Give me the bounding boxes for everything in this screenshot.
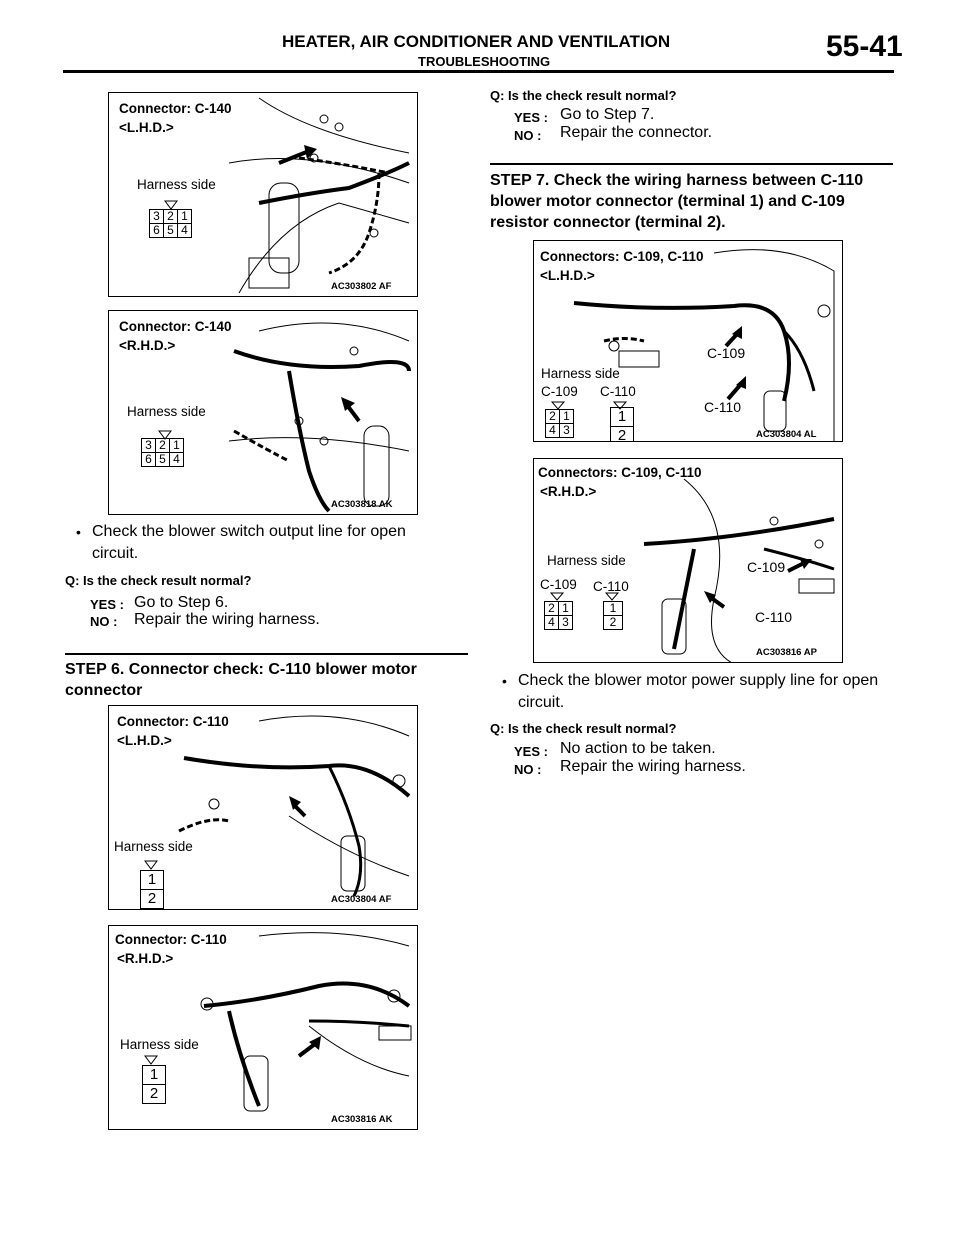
drive-side-label: <R.H.D.> bbox=[119, 338, 176, 353]
figure-code: AC303816 AP bbox=[756, 647, 817, 658]
yes-key-1: YES : bbox=[90, 597, 124, 612]
yes-answer-2: No action to be taken. bbox=[560, 740, 716, 757]
no-key-top: NO : bbox=[514, 128, 542, 143]
divider-rule bbox=[65, 653, 468, 655]
connector-label: Connectors: C-109, C-110 bbox=[538, 465, 702, 480]
yes-key-top: YES : bbox=[514, 110, 548, 125]
drive-side-label: <L.H.D.> bbox=[540, 268, 595, 283]
figure-c109-c110-lhd bbox=[533, 240, 843, 442]
harness-side-label: Harness side bbox=[120, 1037, 199, 1052]
drive-side-label: <R.H.D.> bbox=[117, 951, 174, 966]
divider-rule bbox=[490, 163, 893, 165]
figure-code: AC303816 AK bbox=[331, 1114, 393, 1125]
callout-c109: C-109 bbox=[707, 345, 746, 361]
yes-key-2: YES : bbox=[514, 744, 548, 759]
step-7-heading: STEP 7. Check the wiring harness between C-110 blower motor connector (terminal 1) and C-109 resistor connector (terminal 2). bbox=[490, 172, 864, 231]
yes-answer-1: Go to Step 6. bbox=[134, 594, 229, 611]
no-key-2: NO : bbox=[514, 762, 542, 777]
harness-side-label: Harness side bbox=[547, 553, 626, 568]
callout-c110: C-110 bbox=[704, 399, 742, 415]
no-key-1: NO : bbox=[90, 614, 118, 629]
no-answer-top: Repair the connector. bbox=[560, 124, 713, 141]
pin-diagram-c110: 1 2 bbox=[603, 601, 623, 630]
figure-c110-lhd bbox=[108, 705, 418, 910]
bullet-icon: • bbox=[502, 673, 507, 689]
figure-c140-lhd bbox=[108, 92, 418, 297]
c110-label: C-110 bbox=[600, 384, 636, 399]
harness-side-label: Harness side bbox=[127, 404, 206, 419]
pin-diagram-c110: 1 2 bbox=[610, 407, 634, 442]
figure-code: AC303818 AK bbox=[331, 499, 393, 510]
no-answer-1: Repair the wiring harness. bbox=[134, 611, 320, 628]
connector-label: Connector: C-140 bbox=[119, 101, 232, 116]
figure-c140-rhd bbox=[108, 310, 418, 515]
pin-diagram: 1 2 bbox=[142, 1065, 166, 1104]
figure-code: AC303804 AL bbox=[756, 429, 817, 440]
callout-c109: C-109 bbox=[747, 559, 786, 575]
question-top: Q: Is the check result normal? bbox=[490, 88, 677, 103]
drive-side-label: <R.H.D.> bbox=[540, 484, 597, 499]
figure-code: AC303804 AF bbox=[331, 894, 392, 905]
c110-label: C-110 bbox=[593, 579, 629, 594]
step-6-heading: STEP 6. Connector check: C-110 blower motor connector bbox=[65, 661, 417, 699]
bullet-icon: • bbox=[76, 524, 81, 540]
figure-c109-c110-rhd bbox=[533, 458, 843, 663]
callout-c110: C-110 bbox=[755, 609, 793, 625]
c109-label: C-109 bbox=[540, 577, 577, 592]
yes-answer-top: Go to Step 7. bbox=[560, 106, 655, 123]
header-rule bbox=[63, 70, 894, 73]
connector-label: Connector: C-110 bbox=[117, 714, 229, 729]
harness-side-label: Harness side bbox=[137, 177, 216, 192]
connector-label: Connector: C-140 bbox=[119, 319, 232, 334]
connector-label: Connector: C-110 bbox=[115, 932, 227, 947]
section-title: HEATER, AIR CONDITIONER AND VENTILATION bbox=[282, 32, 671, 51]
harness-side-label: Harness side bbox=[114, 839, 193, 854]
drive-side-label: <L.H.D.> bbox=[117, 733, 172, 748]
figure-code: AC303802 AF bbox=[331, 281, 392, 292]
drive-side-label: <L.H.D.> bbox=[119, 120, 174, 135]
pin-diagram-c109: 2 1 4 3 bbox=[545, 409, 574, 438]
question-1: Q: Is the check result normal? bbox=[65, 573, 252, 588]
connector-label: Connectors: C-109, C-110 bbox=[540, 249, 704, 264]
pin-diagram-c109: 2 1 4 3 bbox=[544, 601, 573, 630]
question-2: Q: Is the check result normal? bbox=[490, 721, 677, 736]
harness-side-label: Harness side bbox=[541, 366, 620, 381]
page-number: 55-41 bbox=[826, 30, 903, 63]
pin-diagram: 1 2 bbox=[140, 870, 164, 909]
figure-c110-rhd bbox=[108, 925, 418, 1130]
c109-label: C-109 bbox=[541, 384, 578, 399]
no-answer-2: Repair the wiring harness. bbox=[560, 758, 746, 775]
section-subtitle: TROUBLESHOOTING bbox=[418, 54, 551, 69]
pin-diagram: 3 2 1 6 5 4 bbox=[149, 209, 192, 238]
pin-diagram: 3 2 1 6 5 4 bbox=[141, 438, 184, 467]
